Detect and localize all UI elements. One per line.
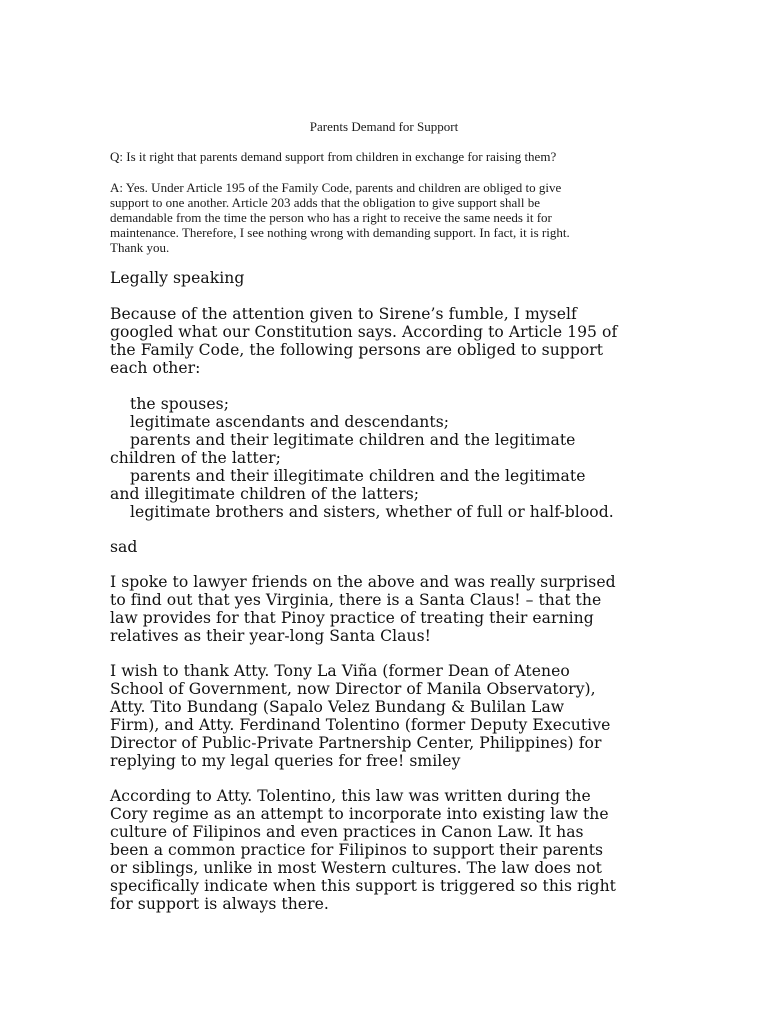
paragraph-tolentino: [110, 787, 710, 913]
list-item-text: legitimate ascendants and descendants;: [130, 413, 450, 431]
list-item: [110, 413, 710, 431]
support-list: [110, 395, 710, 521]
paragraph-line: been a common practice for Filipinos to support their parents: [110, 841, 604, 859]
paragraph-line: According to Atty. Tolentino, this law was written during the: [110, 787, 591, 805]
answer-text: [110, 180, 662, 255]
list-item-text: legitimate brothers and sisters, whether of full or half-blood.: [130, 503, 614, 521]
question-line: Q: Is it right that parents demand support from children in exchange for raising them?: [110, 149, 557, 164]
paragraph-line: or siblings, unlike in most Western cultures. The law does not: [110, 859, 602, 877]
paragraph-line: for support is always there.: [110, 895, 329, 913]
list-item-text: parents and their legitimate children and the legitimate: [130, 431, 576, 449]
paragraph-constitution: [110, 305, 710, 377]
answer-line: Thank you.: [110, 240, 170, 255]
sad-text: sad: [110, 538, 138, 556]
paragraph-line: the Family Code, the following persons are obliged to support: [110, 341, 604, 359]
paragraph-line: law provides for that Pinoy practice of treating their earning: [110, 609, 594, 627]
answer-line: support to one another. Article 203 adds that the obligation to give support shall be: [110, 195, 541, 210]
paragraph-line: specifically indicate when this support is triggered so this right: [110, 877, 616, 895]
list-item-text: the spouses;: [130, 395, 229, 413]
paragraph-line: Director of Public-Private Partnership Center, Philippines) for: [110, 734, 602, 752]
list-item: [110, 431, 710, 449]
paragraph-line: Firm), and Atty. Ferdinand Tolentino (former Deputy Executive: [110, 716, 611, 734]
paragraph-santa-claus: [110, 573, 710, 645]
list-item: [110, 467, 710, 485]
question-text: [110, 149, 670, 164]
paragraph-line: I spoke to lawyer friends on the above and was really surprised: [110, 573, 616, 591]
paragraph-line: Because of the attention given to Sirene’s fumble, I myself: [110, 305, 577, 323]
document-title: Parents Demand for Support: [309, 119, 459, 134]
paragraph-line: culture of Filipinos and even practices in Canon Law. It has: [110, 823, 584, 841]
paragraph-line: I wish to thank Atty. Tony La Viña (former Dean of Ateneo: [110, 662, 570, 680]
section-heading: Legally speaking: [110, 269, 245, 287]
paragraph-line: Atty. Tito Bundang (Sapalo Velez Bundang & Bulilan Law: [110, 698, 565, 716]
paragraph-line: googled what our Constitution says. According to Article 195 of: [110, 323, 618, 341]
paragraph-thanks: [110, 662, 710, 770]
paragraph-line: each other:: [110, 359, 201, 377]
answer-line: A: Yes. Under Article 195 of the Family Code, parents and children are obliged to give: [110, 180, 562, 195]
list-item: [110, 395, 710, 413]
list-item-continuation: and illegitimate children of the latters;: [110, 485, 420, 503]
answer-line: demandable from the time the person who has a right to receive the same needs it for: [110, 210, 552, 225]
paragraph-line: Cory regime as an attempt to incorporate into existing law the: [110, 805, 609, 823]
list-item-continuation: children of the latter;: [110, 449, 281, 467]
paragraph-line: replying to my legal queries for free! smiley: [110, 752, 461, 770]
list-item: [110, 503, 710, 521]
answer-line: maintenance. Therefore, I see nothing wrong with demanding support. In fact, it is right.: [110, 225, 570, 240]
paragraph-line: to find out that yes Virginia, there is a Santa Claus! – that the: [110, 591, 602, 609]
list-item-text: parents and their illegitimate children and the legitimate: [130, 467, 586, 485]
paragraph-line: School of Government, now Director of Manila Observatory),: [110, 680, 596, 698]
paragraph-line: relatives as their year-long Santa Claus!: [110, 627, 431, 645]
